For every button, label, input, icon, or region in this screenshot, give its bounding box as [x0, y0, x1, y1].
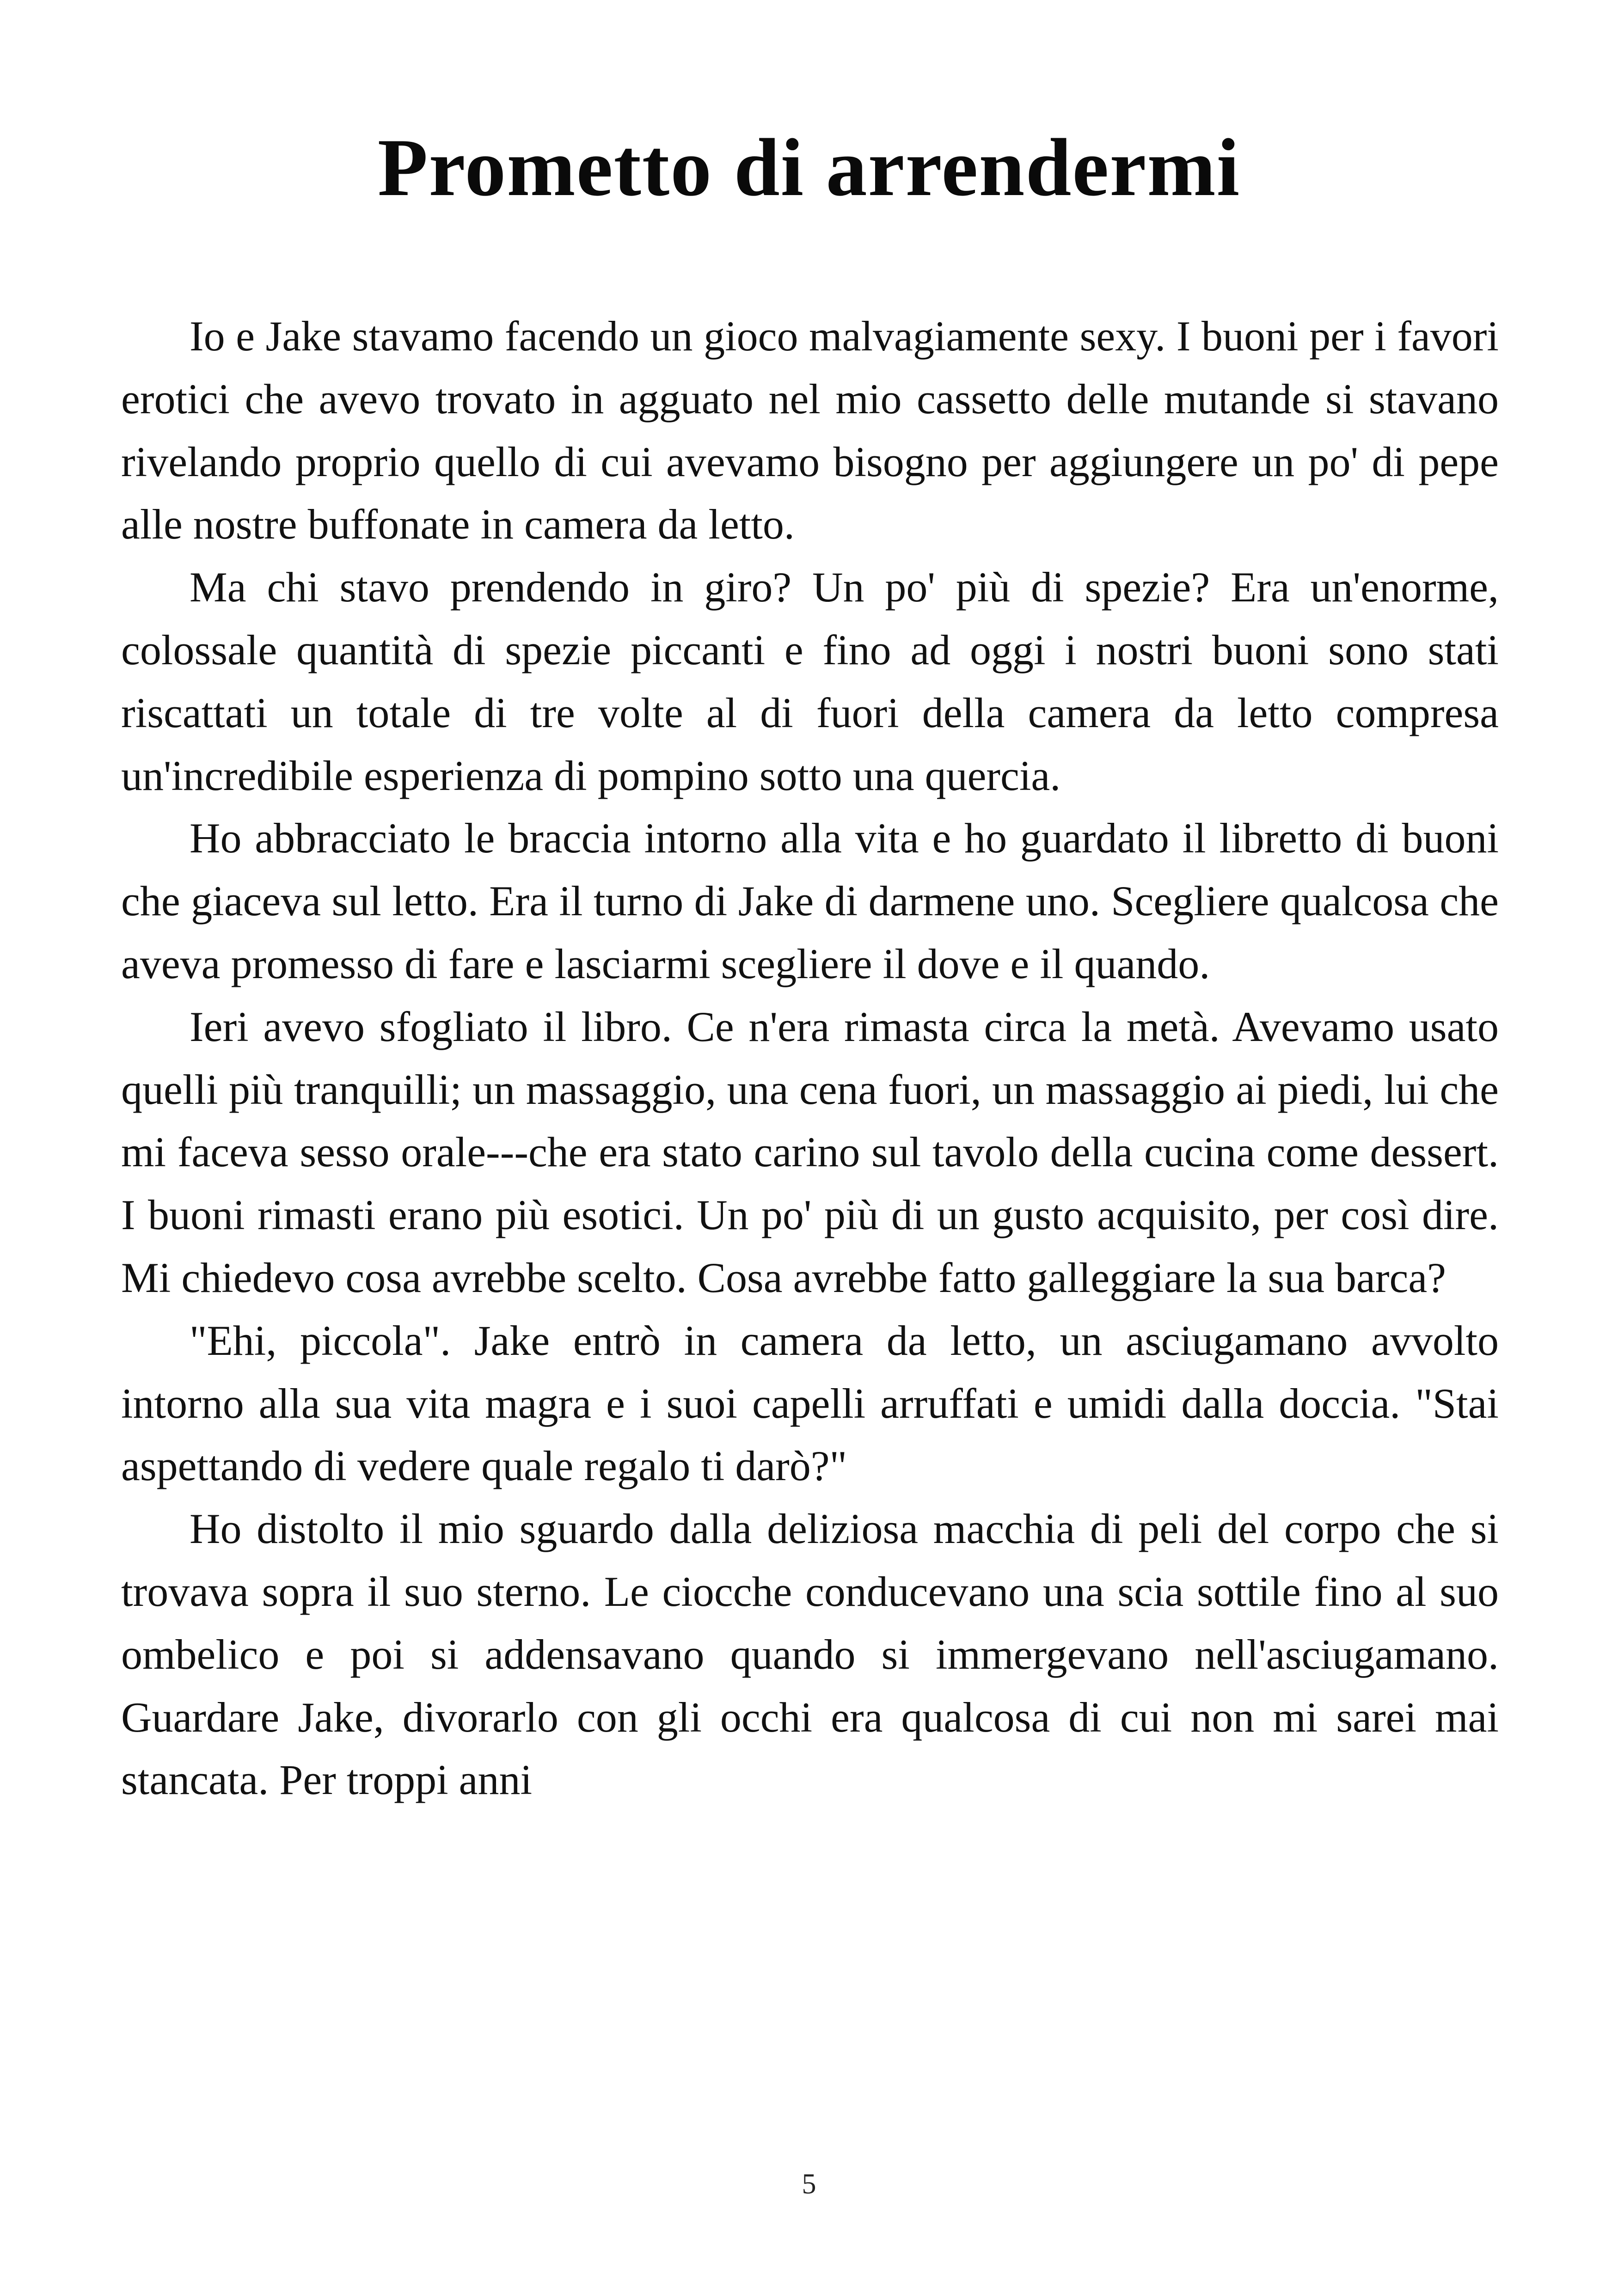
chapter-body — [121, 305, 1499, 1812]
paragraph: Ho abbracciato le braccia intorno alla vita e ho guardato il libretto di buoni che giaceva sul letto. Era il turno di Jake di darmene uno. Scegliere qualcosa che aveva promesso di fare e lasciarmi scegliere il dove e il quando. — [121, 814, 1499, 987]
paragraph: Ma chi stavo prendendo in giro? Un po' più di spezie? Era un'enorme, colossale quantità di spezie piccanti e fino ad oggi i nostri buoni sono stati riscattati un totale di tre volte al di fuori della camera da letto compresa un'incredibile esperienza di pompino sotto una quercia. — [121, 563, 1499, 799]
paragraph: Ho distolto il mio sguardo dalla deliziosa macchia di peli del corpo che si trovava sopra il suo sterno. Le ciocche conducevano una scia sottile fino al suo ombelico e poi si addensavano quando si immergevano nell'asciugamano. Guardare Jake, divorarlo con gli occhi era qualcosa di cui non mi sarei mai stancata. Per troppi anni — [121, 1505, 1499, 1804]
paragraph: Io e Jake stavamo facendo un gioco malvagiamente sexy. I buoni per i favori erotici che avevo trovato in agguato nel mio cassetto delle mutande si stavano rivelando proprio quello di cui avevamo bisogno per aggiungere un po' di pepe alle nostre buffonate in camera da letto. — [121, 312, 1499, 548]
paragraph: Ieri avevo sfogliato il libro. Ce n'era rimasta circa la metà. Avevamo usato quelli più tranquilli; un massaggio, una cena fuori, un massaggio ai piedi, lui che mi faceva sesso orale---che era stato carino sul tavolo della cucina come dessert. I buoni rimasti erano più esotici. Un po' più di un gusto acquisito, per così dire. Mi chiedevo cosa avrebbe scelto. Cosa avrebbe fatto galleggiare la sua barca? — [121, 1003, 1499, 1301]
page-number: 5 — [802, 2168, 816, 2200]
chapter-title: Prometto di arrendermi — [377, 122, 1241, 213]
paragraph: "Ehi, piccola". Jake entrò in camera da letto, un asciugamano avvolto intorno alla sua vita magra e i suoi capelli arruffati e umidi dalla doccia. "Stai aspettando di vedere quale regalo ti darò?" — [121, 1316, 1499, 1490]
